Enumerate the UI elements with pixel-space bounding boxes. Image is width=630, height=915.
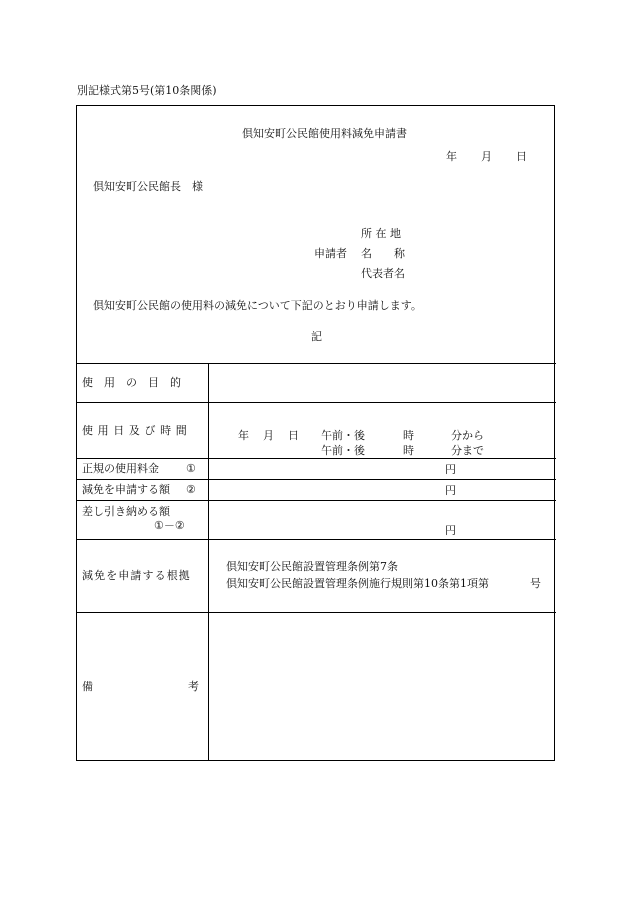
purpose-label: 使 用 の 目 的 bbox=[82, 376, 181, 389]
form-title: 倶知安町公民館使用料減免申請書 bbox=[242, 127, 407, 140]
datetime-ampm-to: 午前・後 bbox=[321, 444, 365, 457]
divider-remarks-top bbox=[76, 612, 556, 613]
balance-label: 差し引き納める額 bbox=[82, 505, 170, 518]
datetime-hour-to: 時 bbox=[403, 444, 414, 457]
applicant-address-label: 所 在 地 bbox=[361, 227, 401, 240]
datetime-year: 年 bbox=[238, 429, 249, 442]
balance-formula: ①－② bbox=[154, 519, 185, 532]
divider-purpose-top bbox=[76, 363, 556, 364]
divider-reduction-top bbox=[76, 479, 556, 480]
date-year: 年 bbox=[446, 150, 457, 163]
datetime-month: 月 bbox=[263, 429, 274, 442]
divider-basis-top bbox=[76, 539, 556, 540]
basis-line-2-suffix: 号 bbox=[530, 577, 541, 590]
datetime-ampm-from: 午前・後 bbox=[321, 429, 365, 442]
datetime-hour-from: 時 bbox=[403, 429, 414, 442]
purpose-field[interactable] bbox=[210, 365, 554, 401]
basis-line-1: 倶知安町公民館設置管理条例第7条 bbox=[226, 560, 398, 573]
addressee: 倶知安町公民館長 様 bbox=[93, 180, 203, 193]
remarks-label-right: 考 bbox=[188, 680, 199, 693]
balance-unit: 円 bbox=[445, 524, 456, 537]
divider-balance-top bbox=[76, 500, 556, 501]
applicant-name-label: 名 称 bbox=[361, 247, 405, 260]
divider-fee-top bbox=[76, 458, 556, 459]
datetime-min-to: 分まで bbox=[451, 444, 484, 457]
date-day: 日 bbox=[516, 150, 527, 163]
basis-label: 減免を申請する根拠 bbox=[82, 569, 191, 582]
column-divider bbox=[208, 363, 209, 761]
date-month: 月 bbox=[481, 150, 492, 163]
statement: 倶知安町公民館の使用料の減免について下記のとおり申請します。 bbox=[93, 299, 422, 312]
remarks-field[interactable] bbox=[210, 614, 554, 759]
applicant-label: 申請者 bbox=[314, 247, 347, 260]
basis-line-2: 倶知安町公民館設置管理条例施行規則第10条第1項第 bbox=[226, 577, 489, 590]
datetime-label: 使用日及び時間 bbox=[82, 424, 192, 437]
applicant-representative-label: 代表者名 bbox=[361, 267, 405, 280]
ki-mark: 記 bbox=[311, 330, 322, 343]
datetime-day: 日 bbox=[288, 429, 299, 442]
form-reference: 別記様式第5号(第10条関係) bbox=[77, 84, 217, 97]
divider-datetime-top bbox=[76, 402, 556, 403]
reduction-unit: 円 bbox=[445, 484, 456, 497]
balance-field[interactable] bbox=[210, 502, 554, 538]
remarks-label-left: 備 bbox=[82, 680, 93, 693]
fee-unit: 円 bbox=[445, 463, 456, 476]
fee-field[interactable] bbox=[210, 460, 554, 478]
fee-label: 正規の使用料金 bbox=[82, 462, 159, 475]
fee-mark: ① bbox=[186, 462, 196, 475]
datetime-min-from: 分から bbox=[451, 429, 484, 442]
reduction-field[interactable] bbox=[210, 481, 554, 499]
reduction-mark: ② bbox=[186, 483, 196, 496]
reduction-label: 減免を申請する額 bbox=[82, 483, 170, 496]
